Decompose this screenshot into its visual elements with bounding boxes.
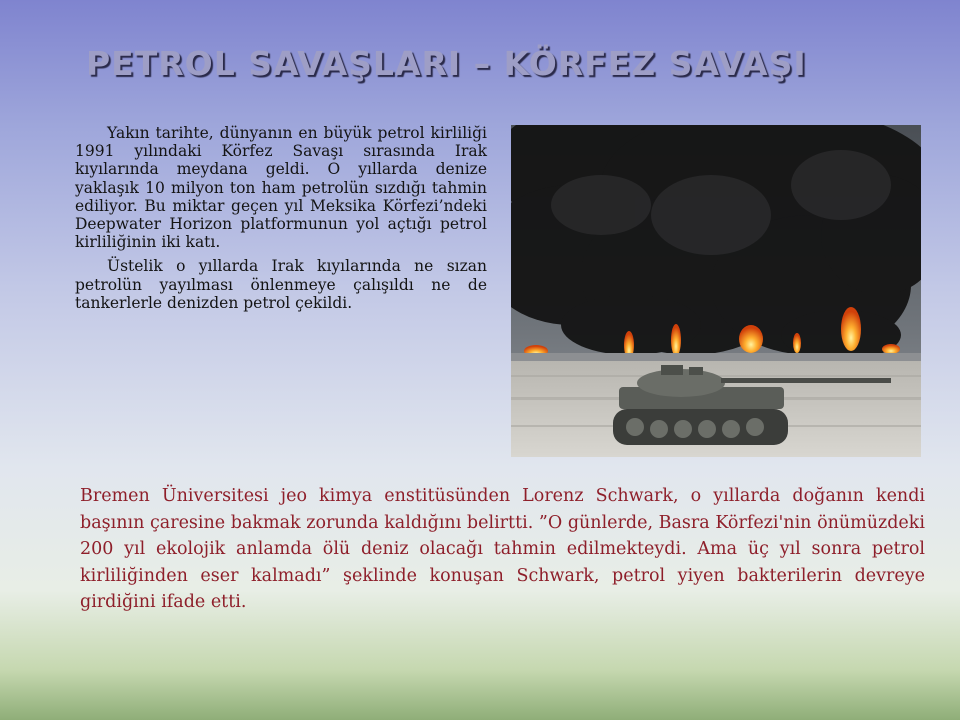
body-paragraph-2: Üstelik o yıllarda Irak kıyılarında ne sızan petrolün yayılması önlenmeye çalışıldı ne de tankerlerle denizden petrol çekildi. (75, 257, 487, 312)
slide-title: PETROL SAVAŞLARI – KÖRFEZ SAVAŞI (86, 44, 807, 83)
quote-text: Bremen Üniversitesi jeo kimya enstitüsünden Lorenz Schwark, o yıllarda doğanın kendi başının çaresine bakmak zorunda kaldığını belirtti. ”O günlerde, Basra Körfezi'nin önümüzdeki 200 yıl ekolojik anlamda ölü deniz olacağı tahmin edilmekteydi. Ama üç yıl sonra petrol kirliliğinden eser kalmadı” şeklinde konuşan Schwark, petrol yiyen bakterilerin devreye girdiğini ifade etti. (80, 486, 925, 612)
oil-fire-tank-photo (511, 125, 921, 457)
body-text (75, 124, 487, 318)
body-paragraph-1: Yakın tarihte, dünyanın en büyük petrol kirliliği 1991 yılındaki Körfez Savaşı sırasında Irak kıyılarında meydana geldi. O yıllarda denize yaklaşık 10 milyon ton ham petrolün sızdığı tahmin ediliyor. Bu miktar geçen yıl Meksika Körfezi’ndeki Deepwater Horizon platformunun yol açtığı petrol kirliliğinin iki katı. (75, 124, 487, 252)
